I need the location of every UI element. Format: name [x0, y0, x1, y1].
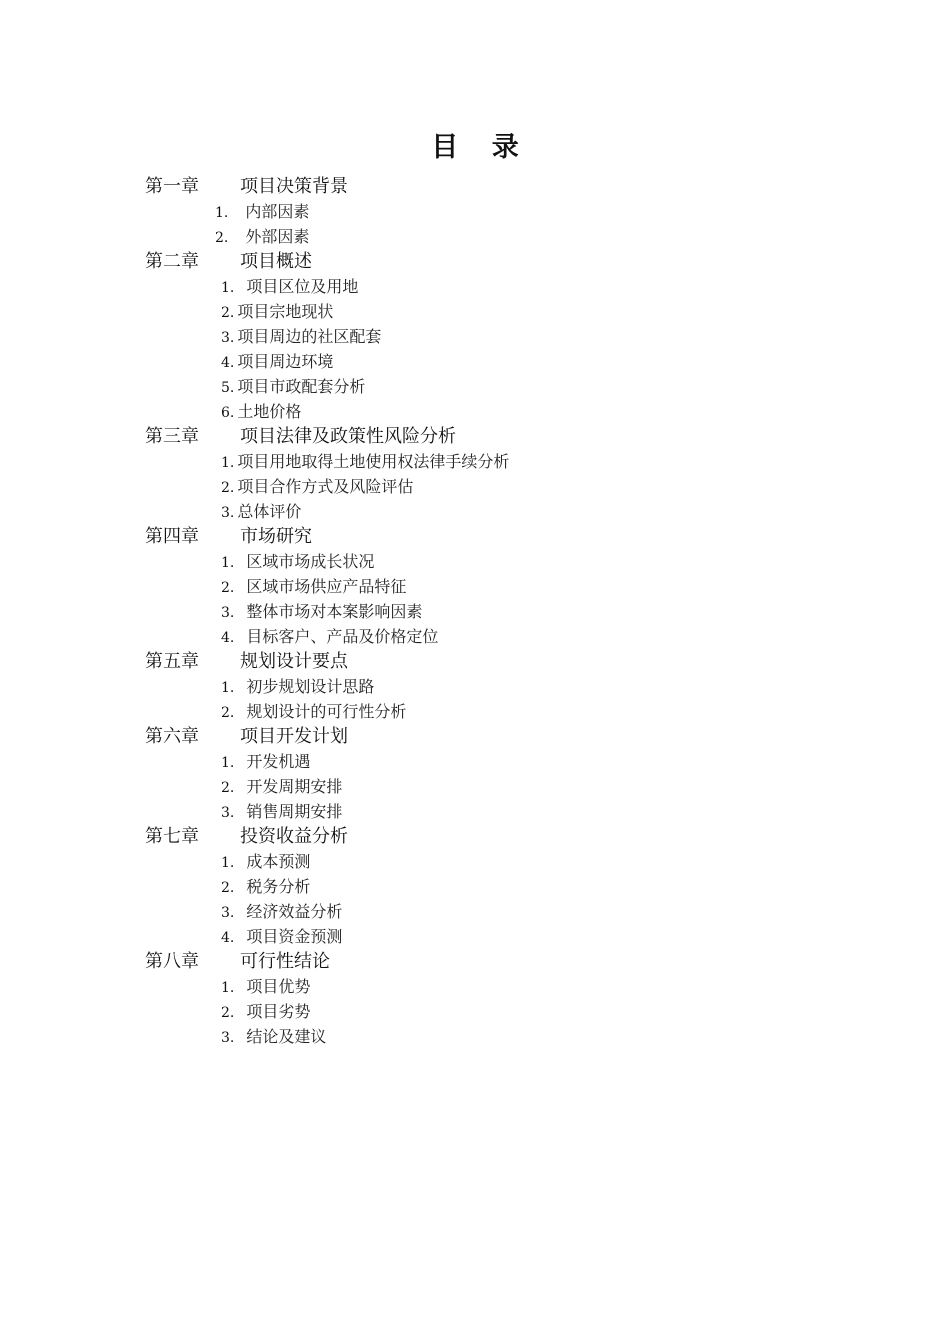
chapter-heading[interactable]	[145, 949, 845, 974]
chapter-heading[interactable]	[145, 724, 845, 749]
item-label: 开发周期安排	[246, 777, 343, 796]
item-number: 1.	[221, 855, 235, 871]
chapter-title: 投资收益分析	[240, 826, 348, 847]
item-number: 3.	[221, 805, 235, 821]
item-number: 3.	[221, 905, 235, 921]
toc-chapter	[145, 649, 845, 724]
page-title: 目 录	[431, 132, 531, 163]
item-label: 项目周边的社区配套	[237, 327, 382, 346]
chapter-title: 项目法律及政策性风险分析	[240, 426, 456, 447]
toc-chapter	[145, 249, 845, 424]
toc-chapter	[145, 174, 845, 249]
item-label: 土地价格	[237, 402, 302, 421]
chapter-heading[interactable]	[145, 649, 845, 674]
toc-item[interactable]	[145, 399, 845, 424]
item-label: 成本预测	[246, 852, 311, 871]
item-label: 总体评价	[237, 502, 302, 521]
toc-chapter	[145, 949, 845, 1049]
item-label: 项目周边环境	[237, 352, 334, 371]
item-number: 5.	[221, 380, 235, 396]
chapter-number: 第四章	[145, 526, 199, 547]
item-label: 外部因素	[245, 227, 310, 246]
item-label: 初步规划设计思路	[246, 677, 375, 696]
chapter-number: 第五章	[145, 651, 199, 672]
chapter-heading[interactable]	[145, 524, 845, 549]
item-label: 结论及建议	[246, 1027, 327, 1046]
item-label: 项目资金预测	[246, 927, 343, 946]
item-number: 1.	[221, 755, 235, 771]
toc-item[interactable]	[145, 324, 845, 349]
item-number: 2.	[221, 305, 235, 321]
item-label: 项目优势	[246, 977, 311, 996]
chapter-number: 第三章	[145, 426, 199, 447]
chapter-number: 第一章	[145, 176, 199, 197]
item-number: 1.	[221, 680, 235, 696]
item-number: 2.	[221, 1005, 235, 1021]
item-label: 销售周期安排	[246, 802, 343, 821]
chapter-heading[interactable]	[145, 249, 845, 274]
toc-item[interactable]	[145, 899, 845, 924]
toc-item[interactable]	[145, 874, 845, 899]
toc-item[interactable]	[145, 924, 845, 949]
toc-item[interactable]	[145, 674, 845, 699]
item-label: 目标客户、产品及价格定位	[246, 627, 439, 646]
table-of-contents	[145, 174, 845, 1049]
item-number: 4.	[221, 930, 235, 946]
item-number: 2.	[215, 230, 229, 246]
item-label: 项目宗地现状	[237, 302, 334, 321]
toc-item[interactable]	[145, 449, 845, 474]
toc-chapter	[145, 724, 845, 824]
toc-item[interactable]	[145, 474, 845, 499]
item-number: 2.	[221, 705, 235, 721]
toc-item[interactable]	[145, 499, 845, 524]
chapter-number: 第七章	[145, 826, 199, 847]
toc-item[interactable]	[145, 299, 845, 324]
toc-item[interactable]	[145, 974, 845, 999]
chapter-number: 第六章	[145, 726, 199, 747]
item-number: 4.	[221, 355, 235, 371]
item-label: 经济效益分析	[246, 902, 343, 921]
toc-item[interactable]	[145, 999, 845, 1024]
item-number: 1.	[221, 280, 235, 296]
chapter-title: 可行性结论	[240, 951, 330, 972]
toc-chapter	[145, 824, 845, 949]
item-number: 1.	[221, 555, 235, 571]
toc-item[interactable]	[145, 774, 845, 799]
toc-item[interactable]	[145, 849, 845, 874]
chapter-number: 第二章	[145, 251, 199, 272]
chapter-heading[interactable]	[145, 174, 845, 199]
toc-item[interactable]	[145, 749, 845, 774]
chapter-title: 项目概述	[240, 251, 312, 272]
item-label: 内部因素	[245, 202, 310, 221]
item-number: 1.	[215, 205, 229, 221]
toc-item[interactable]	[145, 1024, 845, 1049]
item-label: 项目合作方式及风险评估	[237, 477, 414, 496]
toc-item[interactable]	[145, 799, 845, 824]
chapter-title: 规划设计要点	[240, 651, 348, 672]
item-label: 开发机遇	[246, 752, 311, 771]
item-number: 1.	[221, 980, 235, 996]
item-label: 项目市政配套分析	[237, 377, 366, 396]
item-number: 3.	[221, 605, 235, 621]
item-number: 1.	[221, 455, 235, 471]
item-number: 2.	[221, 480, 235, 496]
item-number: 2.	[221, 580, 235, 596]
item-number: 4.	[221, 630, 235, 646]
item-label: 整体市场对本案影响因素	[246, 602, 423, 621]
item-label: 区域市场成长状况	[246, 552, 375, 571]
toc-item[interactable]	[145, 599, 845, 624]
item-label: 区域市场供应产品特征	[246, 577, 407, 596]
item-number: 6.	[221, 405, 235, 421]
item-number: 3.	[221, 505, 235, 521]
toc-item[interactable]	[145, 349, 845, 374]
item-label: 项目区位及用地	[246, 277, 359, 296]
item-number: 2.	[221, 880, 235, 896]
toc-item[interactable]	[145, 274, 845, 299]
chapter-title: 项目开发计划	[240, 726, 348, 747]
item-label: 项目用地取得土地使用权法律手续分析	[237, 452, 510, 471]
toc-item[interactable]	[145, 624, 845, 649]
item-number: 2.	[221, 780, 235, 796]
toc-item[interactable]	[145, 224, 845, 249]
chapter-title: 市场研究	[240, 526, 312, 547]
toc-item[interactable]	[145, 574, 845, 599]
item-number: 3.	[221, 330, 235, 346]
item-number: 3.	[221, 1030, 235, 1046]
item-label: 规划设计的可行性分析	[246, 702, 407, 721]
chapter-heading[interactable]	[145, 824, 845, 849]
chapter-title: 项目决策背景	[240, 176, 348, 197]
toc-chapter	[145, 524, 845, 649]
toc-chapter	[145, 424, 845, 524]
item-label: 项目劣势	[246, 1002, 311, 1021]
chapter-heading[interactable]	[145, 424, 845, 449]
toc-item[interactable]	[145, 699, 845, 724]
toc-item[interactable]	[145, 374, 845, 399]
item-label: 税务分析	[246, 877, 311, 896]
chapter-number: 第八章	[145, 951, 199, 972]
toc-item[interactable]	[145, 549, 845, 574]
toc-item[interactable]	[145, 199, 845, 224]
